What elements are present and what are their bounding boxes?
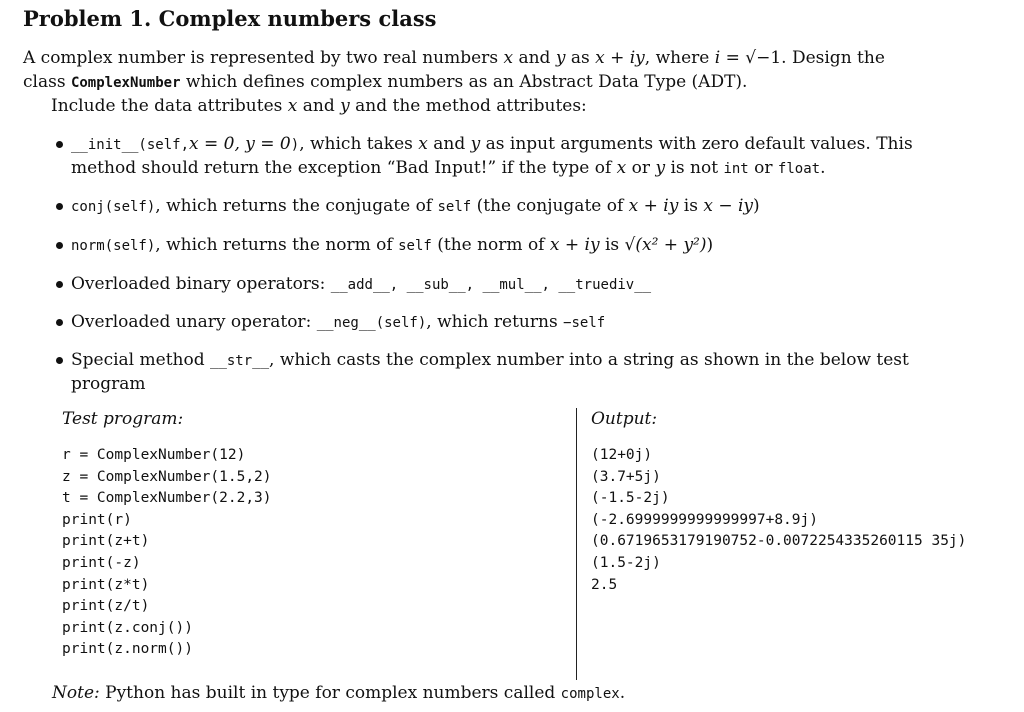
bullet-text: Overloaded binary operators:: [71, 274, 331, 294]
intro-text: A complex number is represented by two real numbers: [23, 48, 504, 68]
bullet-text: or: [626, 158, 656, 178]
type-code: float: [777, 161, 821, 177]
method-code: __str__: [210, 353, 270, 369]
intro-line-3: [51, 95, 587, 117]
math-y: y: [470, 134, 481, 154]
output-line: (1.5-2j): [591, 554, 661, 571]
bullet-text: , which takes: [299, 134, 419, 154]
code-line: t = ComplexNumber(2.2,3): [62, 490, 272, 507]
bullet-text: is: [599, 235, 625, 255]
bullet-binary-ops: [71, 273, 651, 296]
operators-code: __add__, __sub__, __mul__, __truediv__: [330, 277, 652, 293]
method-code: ): [290, 137, 300, 153]
output-heading: Output:: [591, 409, 658, 429]
note-label: Note:: [52, 683, 100, 703]
code-line: print(z/t): [62, 598, 150, 615]
output-line: (0.6719653179190752-0.0072254335260115 35j): [591, 533, 967, 550]
math-expr: x = 0, y = 0: [189, 134, 291, 154]
note: [52, 682, 625, 705]
math-i: i: [714, 48, 721, 68]
intro-text: = √−1. Design the: [720, 48, 885, 68]
bullet-text: , which returns the conjugate of: [155, 196, 438, 216]
output-line: (3.7+5j): [591, 468, 661, 485]
output-code: [591, 445, 966, 596]
method-code: conj(self): [71, 199, 156, 215]
output-line: (-2.6999999999999997+8.9j): [591, 511, 818, 528]
self-code: −self: [563, 315, 606, 331]
intro-text: and the method attributes:: [349, 96, 587, 116]
type-code: int: [723, 161, 749, 177]
page-title: Problem 1. Complex numbers class: [23, 6, 437, 31]
code-line: print(z.conj()): [62, 619, 193, 636]
code-line: print(z+t): [62, 533, 150, 550]
bullet-init-line-1: [71, 133, 913, 156]
output-line: 2.5: [591, 576, 618, 593]
bullet-text: method should return the exception “Bad Input!” if the type of: [71, 158, 617, 178]
output-line: (-1.5-2j): [591, 490, 670, 507]
bullet-conj: [71, 195, 760, 218]
output-line: (12+0j): [591, 447, 653, 463]
bullet-dot: [56, 141, 63, 148]
note-code: complex: [560, 686, 620, 702]
intro-text: class: [23, 72, 71, 92]
math-expr: x + iy: [628, 196, 679, 216]
bullet-text: ): [753, 196, 760, 216]
bullet-text: ): [706, 235, 714, 255]
math-y: y: [555, 48, 566, 68]
bullet-text: is: [678, 196, 704, 216]
intro-line-1: [23, 47, 885, 69]
intro-line-2: [23, 71, 747, 94]
column-divider: [576, 408, 577, 680]
bullet-norm: [71, 234, 713, 257]
bullet-text: (the conjugate of: [471, 196, 629, 216]
method-code: norm(self): [71, 238, 156, 254]
intro-text: as: [565, 48, 596, 68]
bullet-init-line-2: [71, 157, 825, 180]
intro-text: , where: [644, 48, 715, 68]
bullet-text: and: [427, 134, 471, 154]
code-line: r = ComplexNumber(12): [62, 447, 246, 463]
math-y: y: [340, 96, 350, 116]
bullet-dot: [56, 281, 63, 288]
bullet-text: , which returns: [426, 312, 564, 332]
self-code: self: [398, 238, 432, 254]
bullet-text: as input arguments with zero default values. This: [480, 134, 913, 154]
test-program-code: [62, 445, 272, 661]
bullet-str-line-2: program: [71, 374, 146, 394]
intro-text: which defines complex numbers as an Abstract Data Type (ADT).: [180, 72, 748, 92]
note-text: Python has built in type for complex numbers called: [99, 683, 561, 703]
bullet-text: , which casts the complex number into a string as shown in the below test: [269, 350, 909, 370]
bullet-text: .: [820, 158, 826, 178]
code-line: print(-z): [62, 554, 141, 571]
code-line: print(z*t): [62, 576, 150, 593]
bullet-dot: [56, 357, 63, 364]
math-y: y: [655, 158, 666, 178]
intro-text: and: [513, 48, 556, 68]
bullet-text: Overloaded unary operator:: [71, 312, 317, 332]
bullet-dot: [56, 242, 63, 249]
bullet-text: (the norm of: [431, 235, 550, 255]
code-line: print(r): [62, 511, 132, 528]
self-code: self: [437, 199, 472, 215]
math-expr: x + iy: [595, 48, 645, 68]
test-program-heading: Test program:: [62, 409, 184, 429]
code-line: z = ComplexNumber(1.5,2): [62, 468, 272, 485]
math-sqrt: √(x² + y²): [624, 235, 707, 255]
bullet-dot: [56, 319, 63, 326]
math-x: x: [503, 48, 514, 68]
bullet-unary-op: [71, 311, 605, 334]
intro-text: and: [297, 96, 341, 116]
bullet-text: , which returns the norm of: [155, 235, 399, 255]
math-expr: x − iy: [703, 196, 754, 216]
bullet-dot: [56, 203, 63, 210]
bullet-text: is not: [665, 158, 724, 178]
math-expr: x + iy: [549, 235, 600, 255]
math-x: x: [418, 134, 428, 154]
note-text: .: [619, 683, 626, 703]
bullet-text: or: [748, 158, 778, 178]
code-line: print(z.norm()): [62, 641, 193, 658]
bullet-text: Special method: [71, 350, 211, 370]
intro-text: Include the data attributes: [51, 96, 288, 116]
math-x: x: [616, 158, 627, 178]
bullet-str-line-1: [71, 349, 909, 372]
class-name-code: ComplexNumber: [70, 75, 181, 91]
method-code: __neg__(self): [316, 315, 427, 331]
math-x: x: [287, 96, 298, 116]
method-code: __init__(self,: [71, 137, 190, 153]
